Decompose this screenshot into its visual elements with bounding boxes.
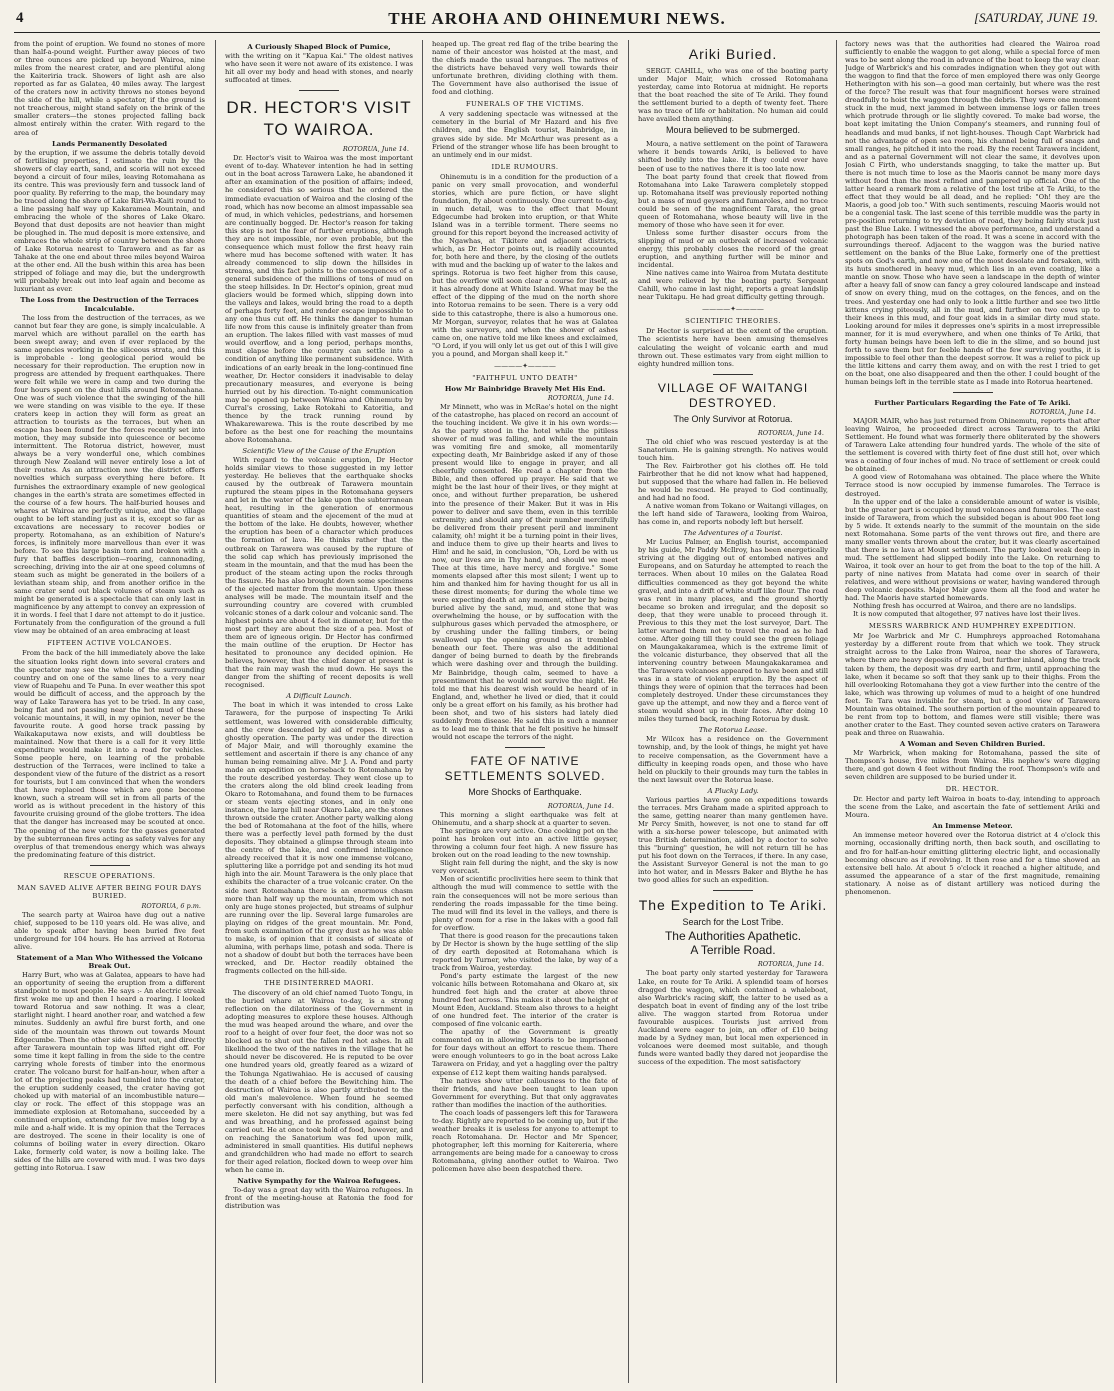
article-paragraph: heaped up. The great red flag of the tribe bearing the name of their ancestor was hoisted at the mast, and the chiefs made the usual harangues. The natives of the districts have behaved very well towards their unfortunate brethren, dividing clothing with them. The Government have also authorised the issue of food and clothing. [432, 40, 618, 97]
ornament-divider: ————✦———— [702, 305, 764, 314]
subheading: Moura believed to be submerged. [665, 125, 801, 136]
divider [299, 90, 339, 91]
article-paragraph: Ohinemutu is in a condition for the production of a panic on very small provocation, and wonderful stories, which are pure fiction, or have slight foundation, fly about continuously. One current to-day, in much detail, was to the effect that Mount Edgecumbe had broken into eruption, or that White Island was in a terrible torment. There seems no ground for this report beyond the increased activity of the Ngawhas, at Tikitere and adjacent districts, which, as Dr. Hector points out, is readily accounted for, both here and there, by the closing of the outlets with mud and the backing up of water to the lakes and springs. Rotorua is two feet higher from this cause, but the overflow will soon clear a course for itself, as it has already done at White Island. What may be the effect of the dipping of the mud on the north shore into Rotorua remains to be seen. There is a very odd side to this catastrophe, there is also a humorous one. Mr Morgan, surveyor, relates that he was at Galatea with the surveyors, and when the shower of ashes came on, one native told me like knees and exclaimed, "O Lord, if you will only let us get out of this I will give you a pound, and Morgan shall keep it." [432, 172, 618, 358]
article-paragraph: The apathy of the Government is greatly commented on in allowing Maoris to be imprisoned for four days without an effort to rescue them. There were enough volunteers to go in the boat across Lake Tarawera on Friday, and yet a haggling over the paltry expense of £12 kept them waiting hands paralysed. [432, 1028, 618, 1077]
section-heading: "FAITHFUL UNTO DEATH" [472, 373, 578, 382]
article-paragraph: With regard to the volcanic eruption, Dr Hector holds similar views to those suggested in my letter yesterday. He believes that the earthquake shocks caused by the outbreak of Tarawera mountain ruptured the steam pipes in the Rotomahana geysers and let in the water of the lake upon the subterranean heat, resulting in the generation of enormous quantities of steam and the ejecement of the mud at the bottom of the lake. He doubts, however, whether the eruption has been of a character which produces the formation of lava. He thinks rather that the outbreak on Tarawera was caused by the rupture of the solid cap which has previously imprisoned the steam in the mountain, and that the mud has been the product of the steam acting upon the rocks through the fissure. He has also brought down some specimens of the ejected matter from the mountain. Upon these analyses will be made. The mountain itself and the surrounding country are covered with crumbled volcanic stones of a dark colour and volcanic sand. The highest points are about 4 feet in diameter, but for the most part they are about the size of a pea. Most of them are of igneous origin. Dr Hector has confirmed the main outline of the eruption. Dr Hector has hesitated to pronounce any decided opinion. He believes, however, that the chief danger at present is that the rain may wash the mud down. He says the danger from the shifting of recent deposits is well recognised. [225, 456, 413, 690]
article-paragraph: Nothing fresh has occurred at Wairoa, and there are no landslips. [853, 602, 1077, 611]
article-paragraph: Unless some further disaster occurs from the slipping of mud or an outbreak of increased volcanic energy, this probably closes the record of the great eruption, and anything further will be minor and incidental. [638, 228, 828, 270]
masthead [14, 6, 1100, 33]
dateline: ROTORUA, June 14. [342, 145, 409, 154]
article-paragraph: Mr Wilcox has a residence on the Government township, and, by the look of things, he might yet have to receive compensation, as the Government have a difficulty in keeping roads open, and those who have held on pluckily to their grounds may turn the tables in the next lawsuit over the Rotorua lease. [638, 735, 828, 784]
subheading: The Rotorua Lease. [698, 726, 768, 735]
article-paragraph: Various parties have gone on expeditions towards the terraces. Mrs Graham made a spirited approach to the same, getting nearer than many gentlemen have. Mr Percy Smith, however, is not one to stand far off with a six-horse power telescope, but animated with true British determination, aided by a doctor to solve this "burning" question, he will not return till he has put his foot down on the Terraces, if there. In any case, the Assistant Surveyor General is not the man to go into hot water, and in Messrs Baker and Blythe he has two good allies for such an expedition. [638, 795, 828, 885]
subheading: A Curiously Shaped Block of Pumice, [247, 43, 391, 51]
newspaper-title: THE AROHA AND OHINEMURI NEWS. [388, 9, 726, 28]
dateline: ROTORUA, June 14. [1029, 408, 1096, 417]
subheading: THE DISINTERRED MAORI. [264, 979, 374, 988]
dateline: ROTORUA, June 14. [547, 801, 614, 810]
ornament-divider: ————✦———— [494, 361, 556, 370]
article-paragraph: Nine natives came into Wairoa from Mutata destitute and were relieved by the boating party. Sergeant Cahill, who came in last night, reports a great landslip near Tukitapu. He had great difficulty getting through. [638, 269, 828, 302]
article-paragraph: An immense meteor hovered over the Rotorua district at 4 o'clock this morning, occasionally drifting north, then back south, and oscillating to and fro for half-an-hour emitting glittering electric light, and occasionally becoming obscure as if revolving. It then rose and for a time showed an extensive bell halo. At about 5 o'clock it reached a higher altitude, and assumed the appearance of a star of the first magnitude, remaining stationary. A noise as of distant artillery was noticed during the phenomenon. [845, 831, 1100, 896]
divider [713, 374, 753, 375]
article-paragraph: Dr Hector is surprised at the extent of the eruption. The scientists here have been amusing themselves calculating the weight of volcanic earth and mud thrown out. These estimates vary from eight million to eighty hundred million tons. [638, 327, 828, 368]
headline-expedition-te-ariki: The Expedition to Te Ariki. [638, 897, 828, 914]
article-paragraph: The coach loads of passengers left this for Tarawera to-day. Rightly are reported to be coming up, but if the weather breaks it is useless for anyone to attempt to reach Rotomahana. Dr. Hector and Mr Spencer, photographer, left this morning for Kaitereria, where arrangements are being made for a canoeway to cross Rotomahana, giving another outlet to Wairoa. Two policemen have also been despatched there. [432, 1108, 618, 1174]
article-paragraph: The Rev. Fairbrother got his clothes off. He told Fairbrother that he did not know what had happened, but supposed that the whare had fallen in. He believed he would be rescued. He prayed to God continually, and had had no food. [638, 461, 828, 503]
subheading: The Adventures of a Tourist. [683, 529, 783, 538]
article-paragraph: To-day was a great day with the Wairoa refugees. In front of the meeting-house at Ratonia the food for distribution was [225, 1186, 413, 1211]
dateline: ROTORUA, June 14. [757, 960, 824, 969]
column-rule [836, 40, 837, 1383]
subheading: Statement of a Man Who Withessed the Volcano Break Out. [16, 954, 203, 971]
subheading: Native Sympathy for the Wairoa Refugees. [237, 1177, 401, 1186]
article-paragraph: Mr Lucius Palmer, an English tourist, accompanied by his guide, Mr Paddy McIlroy, has been energetically striving at the digging out of entombed natives and Europeans, and on Saturday he attempted to reach the terraces. When about 10 miles on the Galatea Road difficulties commenced as they got beyond the white gravel, and into a drift of white stuff like flour. The road was rent in many places, and the ground shortly became so broken and irregular, and the deposit so deep, that they were unable to proceed through it. Previous to this they met the lost surveyor, Dart. The latter warned them not to travel the road as he had come. After going till they could see the green foliage on Maungakakaramea, which is the extreme limit of the volcanic disturbance, they observed that all the intervening country between Maungakakaramea and the Tarawera volcanoes appeared to have been and still was in a state of violent eruption. By the aspect of things they were of opinion that the terraces had been completely destroyed. Under these circumstances they gave up the attempt, and now they and a fierce vent of steam would shoot up in their faces. After doing 10 miles they turned back, reaching Rotorua by dusk. [638, 538, 828, 724]
headline-village-waitangi: VILLAGE OF WAITANGI DESTROYED. [657, 380, 809, 410]
article-paragraph: Slight rain fell during the night, and the sky is now very overcast. [432, 859, 618, 876]
article-paragraph: The boat in which it was intended to cross Lake Tarawera, for the purpose of inspecting Te Ariki settlement, was lowered with considerable difficulty, and the crew descended by aid of ropes. It was a ghostly operation. The party was under the direction of Major Mair, and will thoroughly examine the settlement and ascertain if there is any chance of any human being remaining alive. Mr J. A. Pond and party made an expedition on horseback to Rotomahana by the route described yesterday. They went close up to the craters along the old blind creek leading from Okaro to Rotomahana, and found them to be furnaces or steam vents ejecting stones, and in only one instance, the large hill near Okaro Lake, are the stones thrown outside the crater. Another party walking along the bed of Rotomahana at the foot of the hills, where there was a perfectly level path formed by the dust deposits. They obtained a glimpse through steam into the centre of the lake, and confirmed intelligence already received that it is now one immense volcano, spluttering like a porridge pot and sending its hot mud high into the air. Mount Tarawera is the only place that exhibits the character of a true volcanic crater. On the side next Rotomahana there is an enormous chasm more than half way up the mountain, from which not only are huge stones projected, but streams of sulphur are running over the lip. Several large fumaroles are playing on ridges of the great mountain. Mr. Pond, from such examination of the grey dust as he was able to make, is of opinion that it consists of silicate of alumina, with perhaps lime, potash and soda. There is not a shadow of doubt but both the terraces have been wrecked, and Dr. Hector readily obtained the fragments collected on the hill-side. [225, 701, 413, 975]
article-paragraph: Pond's party estimate the largest of the new volcanic hills between Rotomahana and Okaro at, six hundred feet high and the crater at above three hundred feet across. This makes it about the height of Mount Eden, Auckland. Steam also throws to a height of one hundred feet. The interior of the crater is composed of fine volcanic earth. [432, 971, 618, 1029]
article-paragraph: It is now computed that altogether, 97 natives have lost their lives. [853, 610, 1081, 619]
article-paragraph: Mr Joe Warbrick and Mr C. Humphreys approached Rotomahana yesterday by a different route from that which we took. They struck straight across to the Lake from Wairoa, near the shores of Tarawera, where there are heavy deposits of mud, but further inland, along the track taken by them, the deposit was dry earth and firm, until approaching the lake, when it became so soft that they sank up to their thighs. From the hill overlooking Rotomahana they got a view further into the centre of the lake, which was throwing up volumes of mud to a height of one hundred feet. Te Tara was invisible for steam, but a good view of Tarawera Mountain was obtained. The southern portion of the mountain appeared to be rent from top to bottom, and flames were still visible; there was another crater to the East. They counted seven active craters on Tarawera peak and three on Ruawahia. [845, 632, 1100, 737]
article-paragraph: That there is good reason for the precautions taken by Dr Hector is shown by the huge settling of the slip of dry earth deposited at Rotomahana which is reported by Turner, who visited the lake, by way of a track from Wairoa, yesterday. [432, 931, 618, 972]
section-subheading: How Mr Bainbridge Bravely Met His End. [444, 384, 606, 393]
article-paragraph: In the upper end of the lake a considerable amount of water is visible, but the greater part is occupied by mud volcanoes and fumaroles. The east inside of Tarawera, from which the subsided began is about 900 feet long by 5 wide. It extends nearly to the summit of the mountain on the side next Rotomahana. Some parts of the vent throws out fire, and there are many smaller vents thrown about the crater, but it was clearly ascertained that there is no lava at Mount settlement. The party looked weak deep in mud. The settlement had slipped bodily into the Lake. On returning to Wairoa, it took over an hour to get from the boat to the top of the hill. A party of nine natives from Matata had come over in search of their relatives, and were without provisions or water, having wandered through deep volcanic deposits. Major Mair gave them all the food and water he had. The Maoris have started homewards. [845, 497, 1100, 603]
article-paragraph: A good view of Rotomahana was obtained. The place where the White Terrace stood is now occupied by immense fumaroles. The Terrace is destroyed. [845, 473, 1100, 498]
article-paragraph: Harry Burt, who was at Galatea, appears to have had an opportunity of seeing the eruption from a different standpoint to most people. He says :- An electric streak first woke me up and then I heard a roaring. I looked toward Rotorua and saw nothing. It was a clear, starlight night. I heard another roar, and watched a few minutes. Suddenly an awful fire burst forth, and one side of the mountain was thrown out towards Mount Edgecumbe. Then the other side burst out, and directly after Tarawera mountain top was lifted right off. For some time it kept falling in from the side to the centre carrying whole forests of timber into the enormous crater. The volcano burst for half-an-hour, when after a lot of the projecting peaks had tumbled into the crater, the eruption suddenly ceased, the crater having got choked up with material of an incombustible nature—clay or rock. The effect of this stoppage was an immediate explosion at Rotomahana, succeeded by a continued eruption, extending for five miles long by a mile and a-half wide. It is my opinion that the Terraces are destroyed. The scene in their locality is one of columns of boiling water in every direction. Okaro Lake, formerly cold water, is now a boiling lake. The sides of the hills are covered with mud. I was two days getting into Rotorua. I saw [14, 971, 205, 1173]
subheading: FIFTEEN ACTIVE VOLCANOES. [47, 639, 172, 648]
article-paragraph: by the eruption, if we assume the debris totally devoid of fertilising properties, I estimate the ruin by the showers of clay earth, sand, and scoria will not exceed beyond a circuit of four miles, leaving Rotomahana as its centre. This was previously fern and tussock land of poor quality. By referring to the map, the boundary may be traced along the shore of Lake Riri-Wa-Kaiti round to a line passing half way up Kakaramea Mountain, and embracing the whole of the shores of Lake Okaro. Beyond that dust deposits are not heavier than might be ploughed in. The mud deposit is more extensive, and embraces the whole strip of country between the shore of Lake Rotorua nearest to Tarawera and as far as Tahake at the one end about three miles beyond Wairoa at the other end. All the bush within this area has been stripped of foliage and may die, but the undergrowth will probably break out into leaf again and become as luxuriant as ever. [14, 148, 205, 294]
article-paragraph: Mr Minnett, who was in McRae's hotel on the night of the catastrophe, has placed on record an account of the touching incident. We give it in his own words:—As the party stood in the hotel while the pitiless shower of mud was falling, and while the mountain was vomiting fire and smoke, all momentarily expecting death, Mr Bainbridge asked if any of those present would like to engage in prayer, and all cheerfully consented. He read a chapter from the Bible, and then offered up prayer. He said that we might be the last hour of their lives, or they might at once, and without further preparation, be ushered into the presence of their Maker. But it was in His power to deliver and save them, even in this terrible extremity; and should any of their number mercifully be delivered from their present peril and imminent calamity, oh! might it be a turning point in their lives, and induce them to give up their hearts and lives to Him! and he said, in conclusion, "Oh, Lord be with us now, our lives are in Thy hand, and should we meet Thee at this time, have mercy and forgive." Some moments elapsed after this most silent; I went up to him and thanked him for having thought for us all in these direst moments; for during the whole time we were expecting death at any moment, either by being buried alive by the sand, mud, and stone that was overwhelming the house, or by suffocation with the sulphurous gases which pervaded the atmosphere, or by crushing under the falling timbers, or being swallowed up the opening ground as it trembled beneath our feet. There was also the additional danger of being burned to death by the firebrands which were dashing over and through the building. Mr Bainbridge, though calm, seemed to have a presentiment that he would not survive the night. He told me that his dearest wish would be heard of in England, and, whether he lived or died, that it could only be a great effort on his family, as his brother had been shot, and two of his sisters had lately died suddenly from disease. He said this in such a manner as to lead me to think that he felt positive he himself would not escape the terrors of the night. [432, 402, 618, 741]
article-paragraph: from the point of eruption. We found no stones of more than half-a-pound weight. Further away pieces of two or three ounces are picked up beyond Wairoa, nine miles from the nearest crater, and are plentiful along the Kaiteriria track. Showers of light ash are also reported as far as Galatea, 40 miles away. The largest of the craters now in activity throws no stones beyond the side of the hill, while a spectator, if the ground is not treacherous, might stand safely on the brink of the smaller craters—the stones projected falling back almost entirely within the crater. With regard to the area of [14, 40, 205, 137]
headline-deck: The Only Survivor at Rotorua. [673, 413, 793, 424]
section-subheading: MAN SAVED ALIVE AFTER BEING FOUR DAYS BURIED. [17, 883, 202, 900]
divider [953, 392, 993, 393]
article-paragraph: Dr. Hector's visit to Wairoa was the most important event of to-day. Whatever intention he had in setting out in the boat across Tarawera Lake, he abandoned it after an examination of the position of affairs; indeed, he considered this so serious that he ordered the immediate evacuation of Wairoa and the closing of the road, which has now become an almost impassable sea of mud, in which vehicles, pedestrians, and horsemen are continually bogged. Dr. Hector's reason for taking this step is not the fear of further eruptions, although they are not impossible, nor even probable, but the consequence which must follow the first heavy rain where mud has become softened with water. It has already commenced to slip down the hillsides in streams, and this fact points to the consequences of a general subsidence of the millions of tons of mud on the steep hillsides. In Dr. Hector's opinion, great mud glaciers would be formed which, slipping down into the valleys and lakes, would bring the road to a depth of perhaps forty feet, and render escape impossible to any one thus cut off. He thinks the danger to human life now from this cause is infinitely greater than from an eruption. The lakes filled with vast masses of mud would overflow, and a long period, perhaps months, must elapse before the country can settle into a condition of anything like permanent subsidence. With indications of an early break in the long-continued fine weather, Dr. Hector considers it inadvisable to delay precautionary measures, and everyone is being hurried out by his direction. To-night communication may be opened up between Wairoa and Ohinemutu by Curral's crossing, Lake Rotokahi to Katoritia, and thence by the track running round by Whakarewarewa. This is the route described by me before as the best one for reaching the mountains above Rotomahana. [225, 154, 413, 444]
article-paragraph: factory news was that the authorities had cleared the Wairoa road sufficiently to enable the waggon to get along, while a special force of men was to be sent along the road in advance of the boat to keep the way clear. Judge of Warbrick's and his comrades indignation when they got out with the waggon to find that the force of men employed there was only George Hetherington with his son—a good man certainly, but where was the rest of the force? The result was that four magnificent horses were strained dreadfully to hoist the waggon through the debris. They were one moment stuck in the mud, next jammed in between immense logs or fallen trees which protrude through or lie slightly covered. To make bad worse, the boat kept imitating the Union Company's steamers, and running foul of headlands and mud banks, if not light-houses. Though Capt Warbrick had not the advantage of open sea room, his channel being full of snags and small ranges, he pitched it into the road. By the recent Tarawera incident, and as a paternal Government will not clear the same, it devolves upon Josiah C Firth, who understands snagging, to take the matter up. But there is not much time to lose as the Maoris cannot be many more days without food than the most refined and pampered up official. One of the latter heard a remark from a relative of the lost tribe at Te Ariki, to the effect that they would be all dead, and he replied: "Oh! they are the Maoris, a good job too." With such sentiments, rescuing Maoris would not be a congenial task. The last scene of this terrible muddle was the party in pre-position returning to try deviation of road, they being fairly stuck just past the Blue Lake. I witnessed the above performance, and understand a photograph has been taken of the road. It was a scene in accord with the surroundings thereof. Adjacent to the waggon was the buried native settlement on the banks of the Blue Lake, formerly one of the prettiest spots on God's earth, and now one of the most desolate and forsaken, with its huts smothered in heavy mud, which lies in an even coating, like a mantle on snow. Those who have seen a landscape in the depth of winter after a heavy fall of snow can fancy a grey coloured landscape and instead of snow on every thing, mud on the cottages, on the fences, and on the trees. And yesterday one had only to look a little further and see two little kittens crying piteously, all in the mud, and further on two cows up to their knees in this mud, and four goat kids in a similar dirty mud state. Looking around for miles it depresses one's spirits in a most irrepressible manner, for it is mud everywhere, and when one thinks of Te Ariki, that forty human beings have been left to die in the slime, and so bound just forth to save them but for feeble hands of the few surviving youths, it is impossible to feel other than the deepest sorrow. It was a relief to pick up the little kittens and carry them away, and on with the rest I tried to get on the boat, one also disappeared and then the other. I could bought of the human beings left in the terrible state as I made into Rotorua heartened. [845, 40, 1100, 386]
headline-scientific-theories: SCIENTIFIC THEORIES. [685, 317, 781, 326]
article-paragraph: The boat party found that creek that flowed from Rotomahana into Lake Tarawera completely stopped up. Rotomahana itself was previously reported nothing but a mass of mud geysers and fumaroles, and no trace could be seen of the magnificent Tarata, the great queen of Rotomahana, whose beauty will live in the memory of those who have seen it for ever. [638, 172, 828, 229]
headline-deck: The Authorities Apathetic. [664, 929, 802, 944]
headline-fate-of-settlements: FATE OF NATIVE SETTLEMENTS SOLVED. [444, 753, 606, 783]
column-5 [845, 40, 1100, 1383]
dateline: ROTORUA, 6 p.m. [141, 901, 201, 910]
divider [505, 747, 545, 748]
article-paragraph: The boat party only started yesterday for Tarawera Lake, en route for Te Ariki. A splendid team of horses dragged the waggon, which contained a whaleboat, also Warbrick's racing skiff, the latter to be used as a despatch boat in event of finding any of the lost tribe alive. The waggon started from Rotorua under favourable auspices. Tourists just arrived from Auckland were eager to join, an offer of £10 being made by a Sydney man, but local men experienced in volcanoes were deemed most suitable, and though funds were wanted badly they dared not jeopardise the success of the expedition. The most satisfactory [638, 969, 828, 1066]
headline-dr-hectors-visit: DR. HECTOR'S VISIT TO WAIROA. [226, 98, 412, 140]
dateline: ROTORUA, June 14. [547, 393, 614, 402]
article-paragraph: Dr. Hector and party left Wairoa in boats to-day, intending to approach the scene from the Lake, and ascertain the fate of settlement Ariki and Moura. [845, 795, 1100, 820]
article-paragraph: The loss from the destruction of the terraces, as we cannot but fear they are gone, is simply incalculable. A marvel which are without parallel on the earth has been swept away; and even if ever replaced by the same agencies working in the siliceous strata, and this is improbable - long geological period would be necessary for their reproduction. The eruption now in progress are attended by frequent earthquakes. There were felt while we were in camp and two during the four hours spent on the dust hills around Rotomahana. One was of such violence that the swinging of the hill we were standing on was visible to the eye. If these craters keep in action they will form as great an attraction to tourists as the terraces, but when an escape has been found for the forces recently set into motion, they may subside into quiescence or become intermittent. The Rotorua district, however, must always be a very wonderful one, which combines through New Zealand will never entirely lose a lot of their routes. As an attraction now the district offers novelties which surpass everything here before. It furnishes the extraordinary example of new geological changes in the earth's strata are sometimes effected in the course of a few hours. The half-buried houses and whares at Wairoa are perfectly unique, and the village ought to be left standing just as it is, except so far as excavations are necessary to recover bodies or property. Rotomahana, as an exhibition of Nature's forces, is infinitely more marvellous than ever it was before. To see this large basin torn and broken with a fury that baffles description—roaring, cannonading, screeching, driving into the air at one speed columns of steam such as might be generated in the boilers of a leviathan steam ship, and from another orifice in the same crater send out black volumes of steam such as might be generated is a spectacle that can only last in magnificence by any attempt to convey an expression of it in words. I feel that I dare not attempt to do it justice. Fortunately from the configuration of the ground a full view may be obtained of an area embracing at least [14, 313, 205, 636]
article-paragraph: Men of scientific proclivities here seem to think that although the mud will commence to settle with the rain the consequences will not be more serious than rendering the roads impassable for the time being. The mud will find its level in the valleys, and there is plenty of room for a rise in the lakes with a good fall for overflow. [432, 875, 618, 932]
subheading: Scientific View of the Cause of the Eruption [242, 446, 396, 455]
column-4 [638, 40, 828, 1383]
subheading: An Immense Meteor. [932, 822, 1013, 831]
headline-deck: A Terrible Road. [690, 943, 776, 958]
column-3 [432, 40, 618, 1383]
article-paragraph: This morning a slight earthquake was felt at Ohinemutu, and a sharp shock at a quarter to seven. [432, 811, 618, 828]
column-1 [14, 40, 205, 1383]
dateline: ROTORUA, June 14. [757, 428, 824, 437]
article-paragraph: The springs are very active. One cooking pot on the point has broken out into an active little geyser, throwing a column four feet high. A new fissure has broken out on the road leading to the new township. [432, 827, 618, 860]
column-rule [422, 40, 423, 1383]
subheading: Further Particulars Regarding the Fate of Te Ariki. [874, 399, 1071, 408]
article-paragraph: SERGT. CAHILL, who was one of the boating party under Major Mair, which crossed Rotomahana yesterday, came into Rotorua at midnight. He reports that the boat reached the site of Te Ariki. They found the settlement buried to a depth of twenty feet. There was no trace of life or habitation. No human aid could have availed them anything. [638, 67, 828, 124]
article-paragraph: Mr Warbrick, when making for Rotomahana, passed the site of Thompson's house, five miles from Wairoa. His nephew's were digging there, and got down 4 feet without finding the roof. Thompson's wife and seven children are supposed to be buried under it. [845, 748, 1100, 782]
subheading: A Difficult Launch. [286, 692, 352, 701]
article-paragraph: with the writing on it "Kapua Kai." The oldest natives who have seen it were not aware of its existence. I was hit all over my body and head with stones, and nearly suffocated at times. [225, 52, 413, 85]
column-2 [225, 40, 413, 1383]
subheading: FUNERALS OF THE VICTIMS. [465, 100, 585, 109]
column-rule [628, 40, 629, 1383]
article-paragraph: Moura, a native settlement on the point of Tarawera where it bends towards Ariki, is believed to have shifted bodily into the lake. If they could ever have been of use to the natives there it is too late now. [638, 140, 828, 173]
subheading: IDLE RUMOURS. [491, 162, 559, 171]
headline-ariki-buried: Ariki Buried. [688, 46, 778, 62]
subheading: A Plucky Lady. [707, 786, 759, 795]
article-paragraph: A native woman from Tokano or Waitangi villages, on the left hand side of Tarawera, looking from Wairoa, has come in, and reports nobody left but herself. [638, 502, 828, 527]
subheading: Lands Permanently Desolated [51, 139, 168, 148]
subheading: MESSRS WARBRICK AND HUMPHREY EXPEDITION. [868, 622, 1077, 631]
article-paragraph: From the back of the hill immediately above the lake the situation looks right down into several craters and the spectator may see the whole of the surrounding country and on one of the same lines to a very near view of Ruapehu and Te Puna. In ever weather this spot would be difficult of access, and the approach by the way of Lake Tarawera has yet to be tried. In any case, being flat and not passing near the hot mud of these volcanic mountains, it will, in my opinion, never be the favourite route. A good horse track passing by Waikakaputawa now exists, and will doubtless be maintained. Now that there is a call for it very little expenditure would make it into a road for vehicles. Some people here, on learning of the probable destruction of the Terraces, were inclined to take a despondent view of the future of the district as a resort for tourists, but I am convinced that when the wonders that have replaced those which are gone become known, such a stream will set in from all parts of the world as is without precedent in the history of this favourite cruising ground of the globe trotters. The idea that the danger has increased may be scouted at once. The opening of the new vents for the gasses generated by the subterranean fires acting as safety valves for any overplus of that tremendous energy which was always the predominating feature of this district. [14, 649, 205, 859]
divider [713, 890, 753, 891]
section-heading: RESCUE OPERATIONS. [63, 871, 156, 880]
subheading: A Woman and Seven Children Buried. [899, 739, 1046, 748]
page-number: 4 [16, 10, 24, 26]
article-paragraph: The search party at Wairoa have dug out a native chief, supposed to be 110 years old. He was alive, and able to speak after having been buried five feet underground for 104 hours. He has arrived at Rotorua alive. [14, 910, 205, 952]
subheading: The Loss from the Destruction of the Terraces Incalculable. [20, 296, 199, 313]
subheading: DR. HECTOR. [945, 785, 1000, 794]
article-paragraph: A very saddening spectacle was witnessed at the cemetery in the burial of Mr Hazard and his five children, and the English tourist, Bainbridge, in graves side by side. Mr McArthur was present as a Friend of the stranger whose life has been brought to an untimely end in our midst. [432, 110, 618, 159]
column-rule [215, 40, 216, 1383]
article-paragraph: The discovery of an old chief named Tuoto Tongu, in the buried whare at Wairoa to-day, is a strong reflection on the dilatoriness of the Government in adopting measures to explore these houses. Although the mud was heaped around the whare, and over the roof to a height of over four feet, the door was not so blocked as to shut out the fallen red hot ashes. In all likelihood the two of the natives in the village that he should never be discovered. He is reputed to be over one hundred years old, greatly feared as a wizard of the Tohunga Ngatiwahiao. He is accused of causing the death of a chief before the Bewitching him. The destruction of Wairoa is also partly attributed to the old man's malevolence. When found he seemed perfectly conversant with his condition, although a mere skeleton. He did not say anything, but was fed and was breathing, and he professed against being carried out. He at once took hold of food, however, and on reaching the Sanatorium was fed upon milk, administered in small quantities. His dutiful nephews and grandchildren who had made no effort to search for their aged relation, flocked down to weep over him when he came in. [225, 989, 413, 1175]
article-paragraph: The natives show utter callousness to the fate of their friends, and have been taught to lean upon Government for everything. But that only aggravates rather than modifies the inaction of the authorities. [432, 1076, 618, 1109]
divider [90, 865, 130, 866]
article-paragraph: The old chief who was rescued yesterday is at the Sanatorium. He is gaining strength. No natives would touch him. [638, 437, 828, 462]
issue-date: [SATURDAY, JUNE 19. [974, 10, 1098, 25]
article-paragraph: MAJOR MAIR, who has just returned from Ohinemutu, reports that after leaving Wairoa, he proceeded direct across Tarawera to the Ariki Settlement. He found what was formerly there obliterated by the showers of Tarawera Lake attending four hundred yards. The whole of the site of the settlement is covered with thirty feet of fine dust still hot, over which was a coating of four inches of mud. No trace of settlement or creek could be obtained. [845, 417, 1100, 474]
headline-deck: Search for the Lost Tribe. [682, 917, 784, 928]
headline-deck: More Shocks of Earthquake. [468, 786, 582, 797]
